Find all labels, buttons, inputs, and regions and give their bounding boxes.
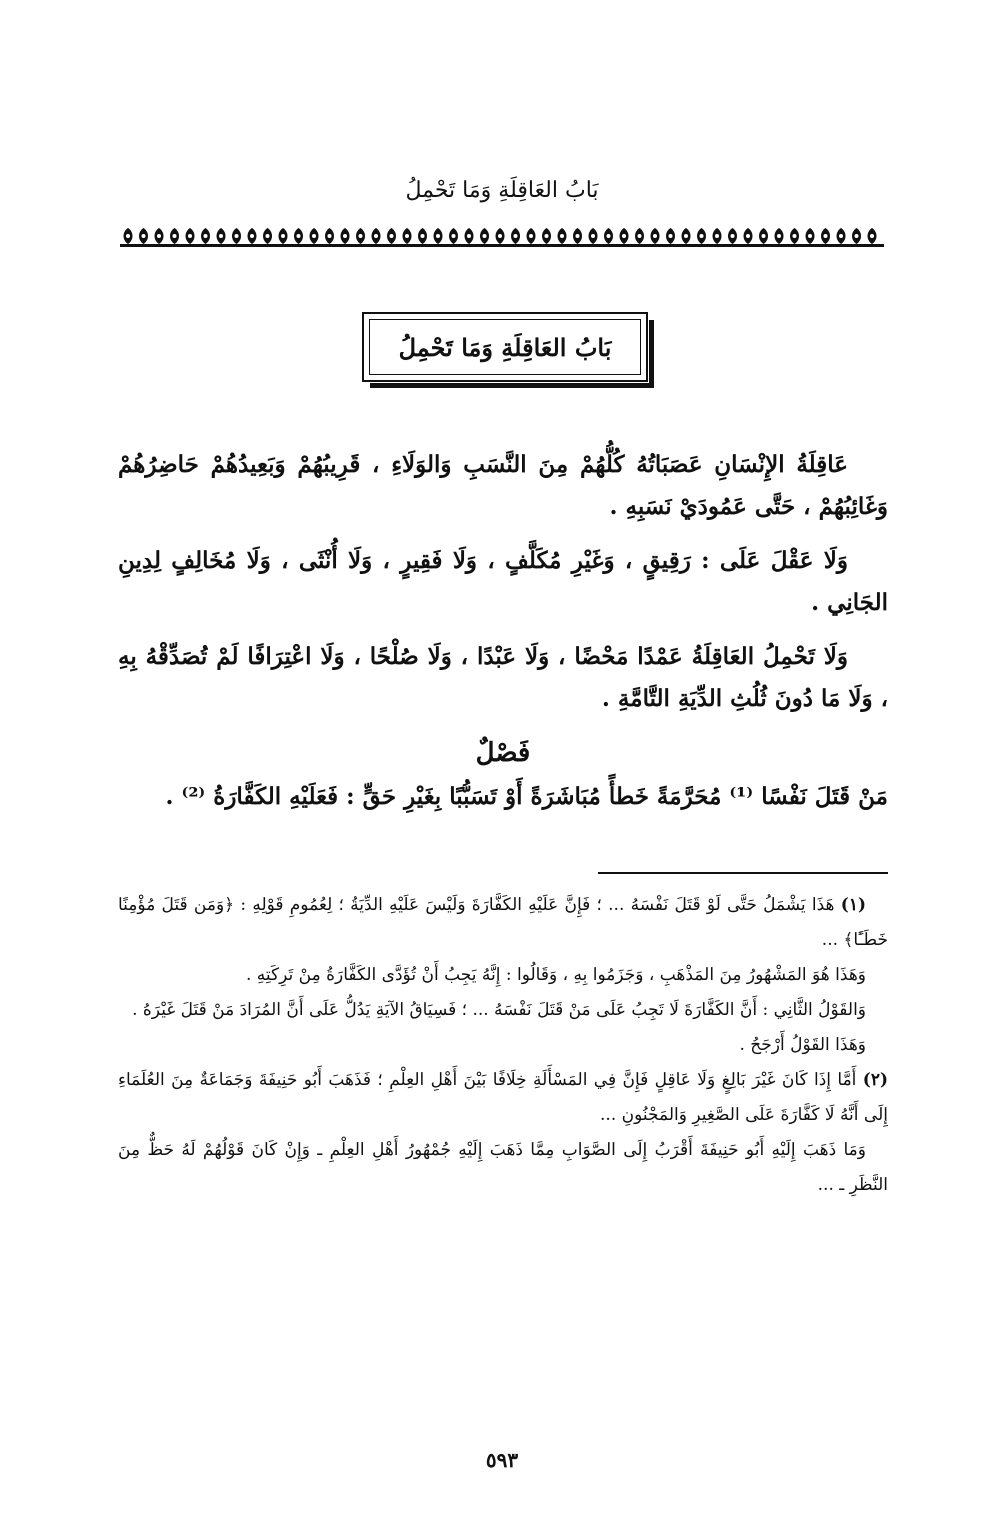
ornament-motif (620, 228, 629, 244)
ornamental-border (120, 224, 884, 250)
ornament-motif (604, 228, 613, 244)
ornament-motif (465, 228, 474, 244)
chapter-title: بَابُ العَاقِلَةِ وَمَا تَحْمِلُ (369, 319, 641, 375)
ornament-band (120, 224, 884, 250)
page-number: ٥٩٣ (485, 1448, 519, 1472)
footnote-1 (118, 888, 888, 958)
ornament-motif (744, 228, 753, 244)
ornament-motif (139, 228, 148, 244)
ornament-motif (201, 228, 210, 244)
ornament-motif (403, 228, 412, 244)
footnote-number: (٢) (862, 1070, 889, 1090)
ornament-motif (217, 228, 226, 244)
ornament-motif (170, 228, 179, 244)
ornament-motif (186, 228, 195, 244)
footnote-text: أَمَّا إِذَا كَانَ غَيْرَ بَالِغٍ وَلَا عَاقِلٍ فَإِنَّ فِي المَسْأَلَةِ خِلَافًا بَيْنَ أَهْلِ العِلْمِ ؛ فَذَهَبَ أَبُو حَنِيفَةَ وَجَمَاعَةٌ مِنَ العُلَمَاءِ إِلَى أَنَّهُ لَا كَفَّارَةَ عَلَى الصَّغِيرِ وَالمَجْنُونِ ... (118, 1070, 888, 1125)
ornament-motif (310, 228, 319, 244)
ornament-motif (837, 228, 846, 244)
footnote-text: وَهَذَا القَوْلُ أَرْجَحُ . (739, 1035, 866, 1055)
ornament-motif (155, 228, 164, 244)
ornament-motif (728, 228, 737, 244)
ornament-motif (418, 228, 427, 244)
chapter-title-box (362, 312, 648, 382)
ornament-motif (635, 228, 644, 244)
footnote-number: (١) (840, 895, 866, 915)
ornament-motif (697, 228, 706, 244)
ornament-motif (356, 228, 365, 244)
footnote-2 (118, 1063, 888, 1133)
ornament-motif (341, 228, 350, 244)
paragraph: وَلَا عَقْلَ عَلَى : رَقِيقٍ ، وَغَيْرِ مُكَلَّفٍ ، وَلَا فَقِيرٍ ، وَلَا أُنْثَى ، وَلَا مُخَالِفٍ لِدِينِ الجَانِي . (118, 547, 888, 616)
paragraph: وَلَا تَحْمِلُ العَاقِلَةُ عَمْدًا مَحْضًا ، وَلَا عَبْدًا ، وَلَا صُلْحًا ، وَلَا اعْتِرَافًا لَمْ تُصَدِّقْهُ بِهِ ، وَلَا مَا دُونَ ثُلُثِ الدِّيَةِ التَّامَّةِ . (118, 643, 888, 712)
ornament-motif (682, 228, 691, 244)
ornament-motif (651, 228, 660, 244)
ornament-motif (124, 228, 133, 244)
ornament-baseline (120, 244, 884, 247)
ornament-motif (372, 228, 381, 244)
ornament-motif (542, 228, 551, 244)
main-text (118, 444, 888, 830)
ornament-motif (775, 228, 784, 244)
ornament-motif (806, 228, 815, 244)
ornament-motif (294, 228, 303, 244)
section-heading: فَصْلٌ (475, 738, 531, 768)
footnote-rule (598, 872, 888, 874)
ornament-motif (434, 228, 443, 244)
ornament-motif (589, 228, 598, 244)
footnote-text: هَذَا يَشْمَلُ حَتَّى لَوْ قَتَلَ نَفْسَهُ ... ؛ فَإِنَّ عَلَيْهِ الكَفَّارَةَ وَلَيْسَ عَلَيْهِ الدِّيَةُ ؛ لِعُمُومِ قَوْلِهِ : ﴿وَمَن قَتَلَ مُؤْمِنًا خَطَـًٔا﴾ ... (118, 895, 888, 950)
ornament-motif (325, 228, 334, 244)
ornament-motif (821, 228, 830, 244)
running-head: بَابُ العَاقِلَةِ وَمَا تَحْمِلُ (405, 178, 599, 203)
footnote-text: وَالقَوْلُ الثَّانِي : أَنَّ الكَفَّارَةَ لَا تَجِبُ عَلَى مَنْ قَتَلَ نَفْسَهُ ... ؛ فَسِيَاقُ الآيَةِ يَدُلُّ عَلَى أَنَّ المُرَادَ مَنْ قَتَلَ غَيْرَهُ . (132, 1000, 866, 1020)
ornament-motif (573, 228, 582, 244)
footnote-text: وَمَا ذَهَبَ إِلَيْهِ أَبُو حَنِيفَةَ أَقْرَبُ إِلَى الصَّوَابِ مِمَّا ذَهَبَ إِلَيْهِ جُمْهُورُ أَهْلِ العِلْمِ ـ وَإِنْ كَانَ قَوْلُهُمْ لَهُ حَظٌّ مِنَ النَّظَرِ ـ ... (118, 1140, 888, 1195)
ornament-motif (558, 228, 567, 244)
ornament-motif (480, 228, 489, 244)
ornament-motif (263, 228, 272, 244)
paragraph: عَاقِلَةُ الإِنْسَانِ عَصَبَاتُهُ كُلُّهُمْ مِنَ النَّسَبِ وَالوَلَاءِ ، قَرِيبُهُمْ وَبَعِيدُهُمْ حَاضِرُهُمْ وَغَائِبُهُمْ ، حَتَّى عَمُودَيْ نَسَبِهِ . (118, 451, 888, 520)
ornament-motif (279, 228, 288, 244)
ornament-motif (248, 228, 257, 244)
section-paragraph: مَنْ قَتَلَ نَفْسًا ⁽¹⁾ مُحَرَّمَةً خَطأً مُبَاشَرَةً أَوْ تَسَبُّبًا بِغَيْرِ حَقٍّ : فَعَلَيْهِ الكَفَّارَةُ ⁽²⁾ . (165, 783, 888, 810)
ornament-motif (759, 228, 768, 244)
ornament-motif (790, 228, 799, 244)
ornament-motif (496, 228, 505, 244)
ornament-motif (449, 228, 458, 244)
ornament-motif (527, 228, 536, 244)
ornament-motif (232, 228, 241, 244)
ornament-motif (852, 228, 861, 244)
ornament-motif (387, 228, 396, 244)
ornament-motif (868, 228, 877, 244)
ornament-motif (713, 228, 722, 244)
footnote-text: وَهَذَا هُوَ المَشْهُورُ مِنَ المَذْهَبِ ، وَجَزَمُوا بِهِ ، وَقَالُوا : إِنَّهُ يَجِبُ أَنْ تُؤَدَّى الكَفَّارَةُ مِنْ تَرِكَتِهِ . (245, 965, 866, 985)
ornament-motif (511, 228, 520, 244)
footnotes (118, 888, 888, 1203)
ornament-motif (666, 228, 675, 244)
